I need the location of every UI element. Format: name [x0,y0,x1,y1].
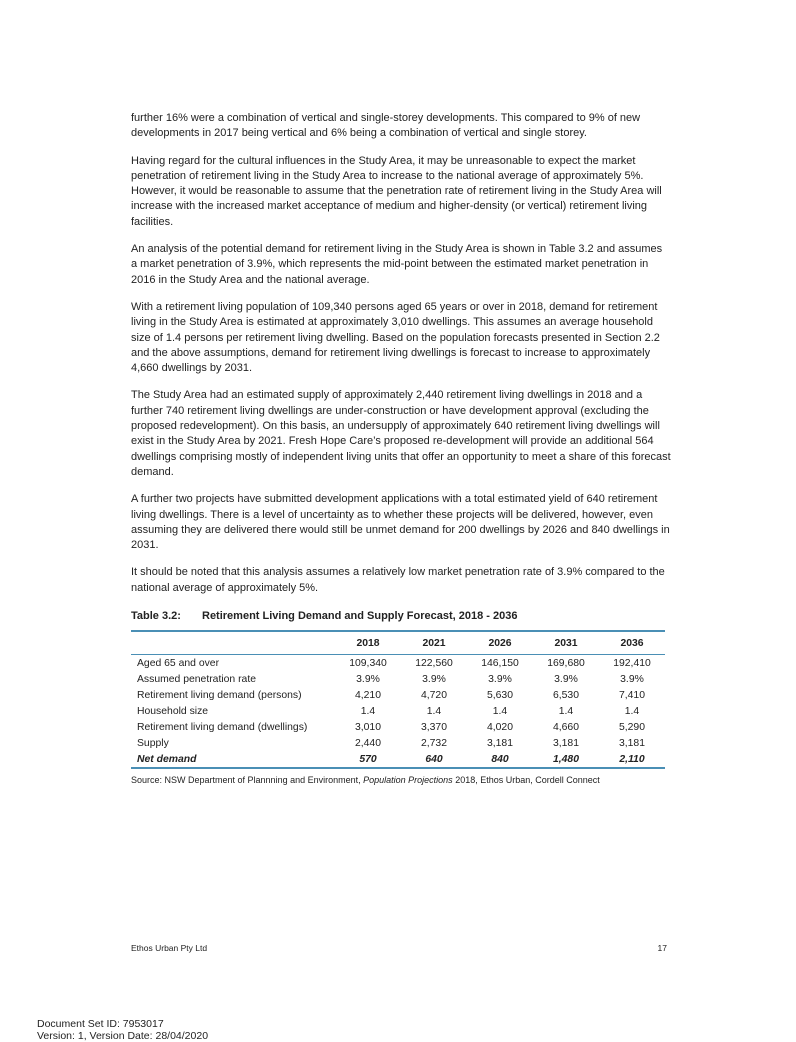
cell: 640 [425,753,443,765]
footer-company: Ethos Urban Pty Ltd [131,943,208,953]
cell: 4,660 [552,721,579,733]
cell: 2,732 [420,737,447,749]
document-version: Version: 1, Version Date: 28/04/2020 [37,1030,209,1042]
table-row [131,655,665,672]
table-row-net-demand [131,751,665,768]
row-label: Retirement living demand (persons) [137,689,302,701]
cell: 3.9% [356,673,380,685]
cell: 3.9% [488,673,512,685]
cell: 4,210 [354,689,381,701]
table-row [131,719,665,735]
cell: 5,630 [486,689,513,701]
row-label: Supply [137,737,169,749]
cell: 2,440 [354,737,381,749]
cell: 169,680 [547,657,585,669]
paragraph: The Study Area had an estimated supply of approximately 2,440 retirement living dwellings in 2018 and a further 740 retirement living dwellings are under-construction or have development approval (excluding the proposed redevelopment). On this basis, an undersupply of approximately 640 retirement living dwellings will exist in the Study Area by 2021. Fresh Hope Care’s proposed re-development will provide an additional 564 dwellings comprising mostly of independent living units that offer an opportunity to meet a share of this forecast demand. [131,389,671,478]
paragraph: It should be noted that this analysis assumes a relatively low market penetration rate of 3.9% compared to the national average of approximately 5%. [131,566,665,594]
header-year: 2021 [401,631,467,655]
document-set-id: Document Set ID: 7953017 [37,1018,164,1030]
table-source [131,775,671,785]
table-row [131,735,665,751]
cell: 1.4 [624,705,640,717]
cell: 1.4 [426,705,442,717]
cell: 3,010 [354,721,381,733]
table-caption [131,610,671,622]
cell: 122,560 [415,657,453,669]
paragraph: Having regard for the cultural influences in the Study Area, it may be unreasonable to expect the market penetration of retirement living in the Study Area to increase to the national average of approximately 5%. However, it would be reasonable to assume that the penetration rate of retirement living in the Study Area will increase with the increased market acceptance of medium and higher-density (or vertical) retirement living facilities. [131,154,662,228]
document-set-info [37,1018,208,1042]
row-label: Retirement living demand (dwellings) [137,721,308,733]
table-title: Retirement Living Demand and Supply Forecast, 2018 - 2036 [202,610,518,623]
cell: 4,020 [486,721,513,733]
cell: 3,181 [618,737,645,749]
cell: 3.9% [620,673,644,685]
header-blank [131,631,335,655]
cell: 2,110 [619,753,645,765]
page-footer [131,943,667,953]
cell: 3,370 [420,721,447,733]
cell: 192,410 [613,657,651,669]
cell: 6,530 [552,689,579,701]
cell: 3.9% [554,673,578,685]
document-body [131,111,671,785]
cell: 109,340 [349,657,387,669]
table-row [131,671,665,687]
row-label: Aged 65 and over [137,657,220,669]
paragraph: With a retirement living population of 109,340 persons aged 65 years or over in 2018, demand for retirement living in the Study Area is estimated at approximately 3,010 dwellings. This assumes an average household size of 1.4 persons per retirement living dwelling. Based on the population forecasts presented in Section 2.2 and the above assumptions, demand for retirement living dwellings is forecast to increase to approximately 4,660 dwellings by 2031. [131,300,660,375]
cell: 3.9% [422,673,446,685]
row-label: Net demand [137,753,197,765]
paragraph: An analysis of the potential demand for retirement living in the Study Area is shown in Table 3.2 and assumes a market penetration of 3.9%, which represents the mid-point between the estimated market penetration in 2016 in the Study Area and the national average. [131,243,663,286]
header-year: 2018 [335,631,401,655]
row-label: Assumed penetration rate [137,673,256,685]
cell: 1.4 [492,705,508,717]
header-year: 2026 [467,631,533,655]
header-year: 2036 [599,631,665,655]
cell: 146,150 [481,657,519,669]
source-prefix: Source: NSW Department of Plannning and Environment, [131,775,364,786]
row-label: Household size [137,705,209,717]
cell: 3,181 [552,737,579,749]
table-row [131,687,665,703]
cell: 4,720 [420,689,447,701]
demand-supply-table [131,630,665,769]
cell: 840 [491,753,509,765]
cell: 1.4 [360,705,376,717]
source-italic: Population Projections [363,775,453,786]
cell: 570 [359,753,377,765]
header-year: 2031 [533,631,599,655]
page-number: 17 [657,943,667,953]
paragraph: further 16% were a combination of vertical and single-storey developments. This compared to 9% of new developments in 2017 being vertical and 6% being a combination of vertical and single storey. [131,112,641,140]
table-number: Table 3.2: [131,610,181,623]
source-suffix: 2018, Ethos Urban, Cordell Connect [452,775,600,786]
paragraph: A further two projects have submitted development applications with a total estimated yield of 640 retirement living dwellings. There is a level of uncertainty as to whether these projects will be delivered, however, even assuming they are delivered there would still be unmet demand for 200 dwellings by 2026 and 840 dwellings in 2031. [131,493,670,552]
cell: 5,290 [618,721,645,733]
table-row [131,703,665,719]
cell: 1,480 [552,753,579,765]
table-header-row [131,631,665,655]
cell: 7,410 [618,689,645,701]
cell: 1.4 [558,705,574,717]
cell: 3,181 [486,737,513,749]
